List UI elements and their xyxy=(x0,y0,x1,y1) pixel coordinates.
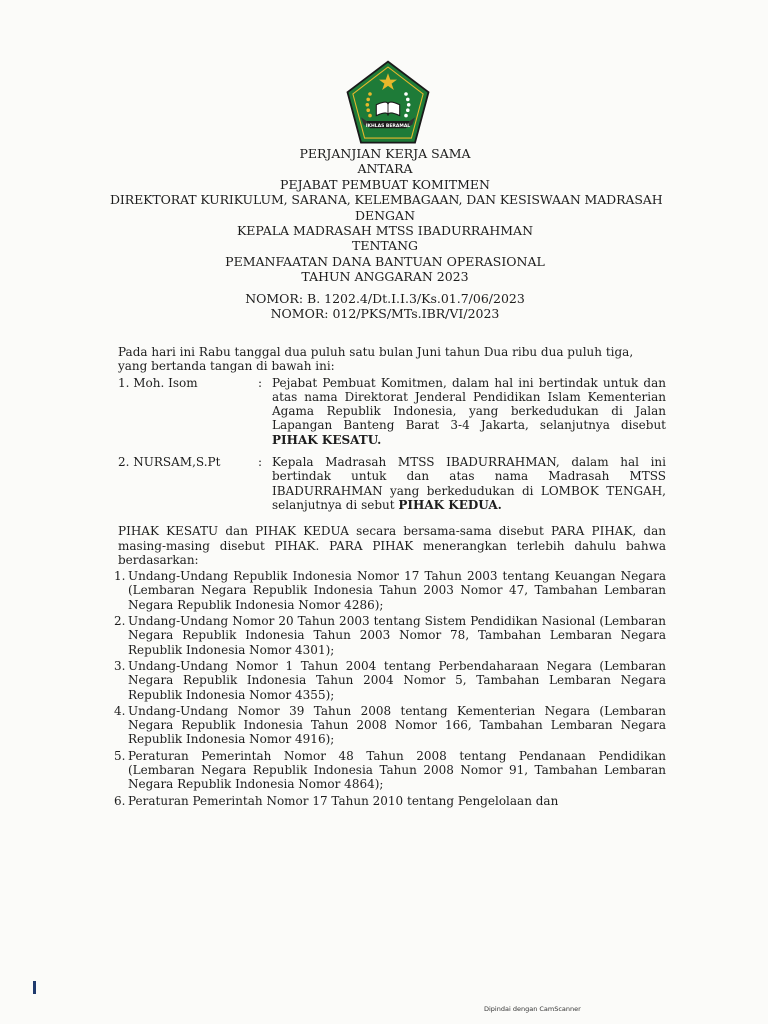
intro-paragraph: Pada hari ini Rabu tanggal dua puluh satu bulan Juni tahun Dua ribu dua puluh tiga, yang bertanda tangan di bawah ini: xyxy=(118,345,634,374)
party-text: Pejabat Pembuat Komitmen, dalam hal ini bertindak untuk dan atas nama Direktorat Jenderal Pendidikan Islam Kementerian Agama Republik Indonesia, yang berkedudukan di Jalan Lapangan Banteng Barat 3-4 Jakarta, selanjutnya disebut xyxy=(272,375,666,433)
agreement-header xyxy=(110,146,663,322)
list-item xyxy=(114,703,666,747)
party-description xyxy=(272,376,666,447)
party-designation: PIHAK KESATU. xyxy=(272,432,382,447)
list-text: Undang-Undang Nomor 20 Tahun 2003 tentang Sistem Pendidikan Nasional (Lembaran Negara Republik Indonesia Tahun 2003 Nomor 78, Tambahan Lembaran Negara Republik Indonesia Nomor 4301); xyxy=(128,614,666,657)
recital-paragraph: PIHAK KESATU dan PIHAK KEDUA secara bersama-sama disebut PARA PIHAK, dan masing-masing disebut PIHAK. PARA PIHAK menerangkan terlebih dahulu bahwa berdasarkan: xyxy=(118,524,666,567)
list-item xyxy=(114,658,666,702)
list-text: Peraturan Pemerintah Nomor 17 Tahun 2010 tentang Pengelolaan dan xyxy=(128,793,559,808)
list-text: Undang-Undang Nomor 1 Tahun 2004 tentang Perbendaharaan Negara (Lembaran Negara Republik Indonesia Tahun 2004 Nomor 5, Tambahan Lembaran Negara Republik Indonesia Nomor 4355); xyxy=(128,658,666,702)
list-text: Undang-Undang Nomor 39 Tahun 2008 tentang Kementerian Negara (Lembaran Negara Republik Indonesia Tahun 2008 Nomor 166, Tambahan Lembaran Negara Republik Indonesia Nomor 4916); xyxy=(128,703,666,747)
party-description xyxy=(272,455,666,512)
list-number: 5. xyxy=(114,748,126,763)
party-colon: : xyxy=(258,455,263,470)
list-number: 1. xyxy=(114,569,126,584)
list-number: 4. xyxy=(114,703,126,718)
party-name: 1. Moh. Isom xyxy=(118,375,198,390)
party-entry xyxy=(118,455,666,512)
header-line: PEJABAT PEMBUAT KOMITMEN xyxy=(280,176,490,192)
document-number: NOMOR: B. 1202.4/Dt.I.I.3/Ks.01.7/06/2023 xyxy=(245,290,525,306)
party-entry xyxy=(118,376,666,447)
agreement-body xyxy=(114,345,666,810)
party-colon: : xyxy=(258,375,263,390)
list-text: Peraturan Pemerintah Nomor 48 Tahun 2008 tentang Pendanaan Pendidikan (Lembaran Negara Republik Indonesia Tahun 2008 Nomor 91, Tambahan Lembaran Negara Republik Indonesia Nomor 4864); xyxy=(128,748,666,792)
list-number: 6. xyxy=(114,793,126,808)
list-text: Undang-Undang Republik Indonesia Nomor 17 Tahun 2003 tentang Keuangan Negara (Lembaran Negara Republik Indonesia Tahun 2003 Nomor 47, Tambahan Lembaran Negara Republik Indonesia Nomor 4286); xyxy=(128,569,666,612)
header-line: DIREKTORAT KURIKULUM, SARANA, KELEMBAGAAN, DAN KESISWAAN MADRASAH xyxy=(110,192,663,208)
header-line: PEMANFAATAN DANA BANTUAN OPERASIONAL xyxy=(225,253,545,269)
scan-edge-mark xyxy=(33,981,36,994)
header-line: DENGAN xyxy=(354,207,416,223)
party-designation: PIHAK KEDUA. xyxy=(398,497,502,512)
list-item xyxy=(114,614,666,657)
header-line: TAHUN ANGGARAN 2023 xyxy=(301,269,469,285)
logo-motto: IKHLAS BERAMAL xyxy=(365,123,411,129)
list-number: 2. xyxy=(114,614,126,629)
header-line: TENTANG xyxy=(351,238,418,254)
document-number: NOMOR: 012/PKS/MTs.IBR/VI/2023 xyxy=(270,306,500,322)
list-number: 3. xyxy=(114,658,126,673)
list-item xyxy=(114,748,666,792)
list-item xyxy=(114,569,666,612)
list-item xyxy=(114,793,666,808)
party-text: Kepala Madrasah MTSS IBADURRAHMAN, dalam hal ini bertindak untuk dan atas nama Madrasah MTSS IBADURRAHMAN yang berkedudukan di LOMBOK TENGAH, selanjutnya di sebut xyxy=(272,455,666,512)
header-line: ANTARA xyxy=(357,161,413,177)
scanner-watermark: Dipindai dengan CamScanner xyxy=(484,1005,581,1013)
kemenag-logo-icon xyxy=(343,58,433,148)
party-name: 2. NURSAM,S.Pt xyxy=(118,455,221,470)
legal-basis-list xyxy=(114,569,666,808)
header-line: KEPALA MADRASAH MTSS IBADURRAHMAN xyxy=(236,223,534,239)
header-title: PERJANJIAN KERJA SAMA xyxy=(299,146,471,161)
